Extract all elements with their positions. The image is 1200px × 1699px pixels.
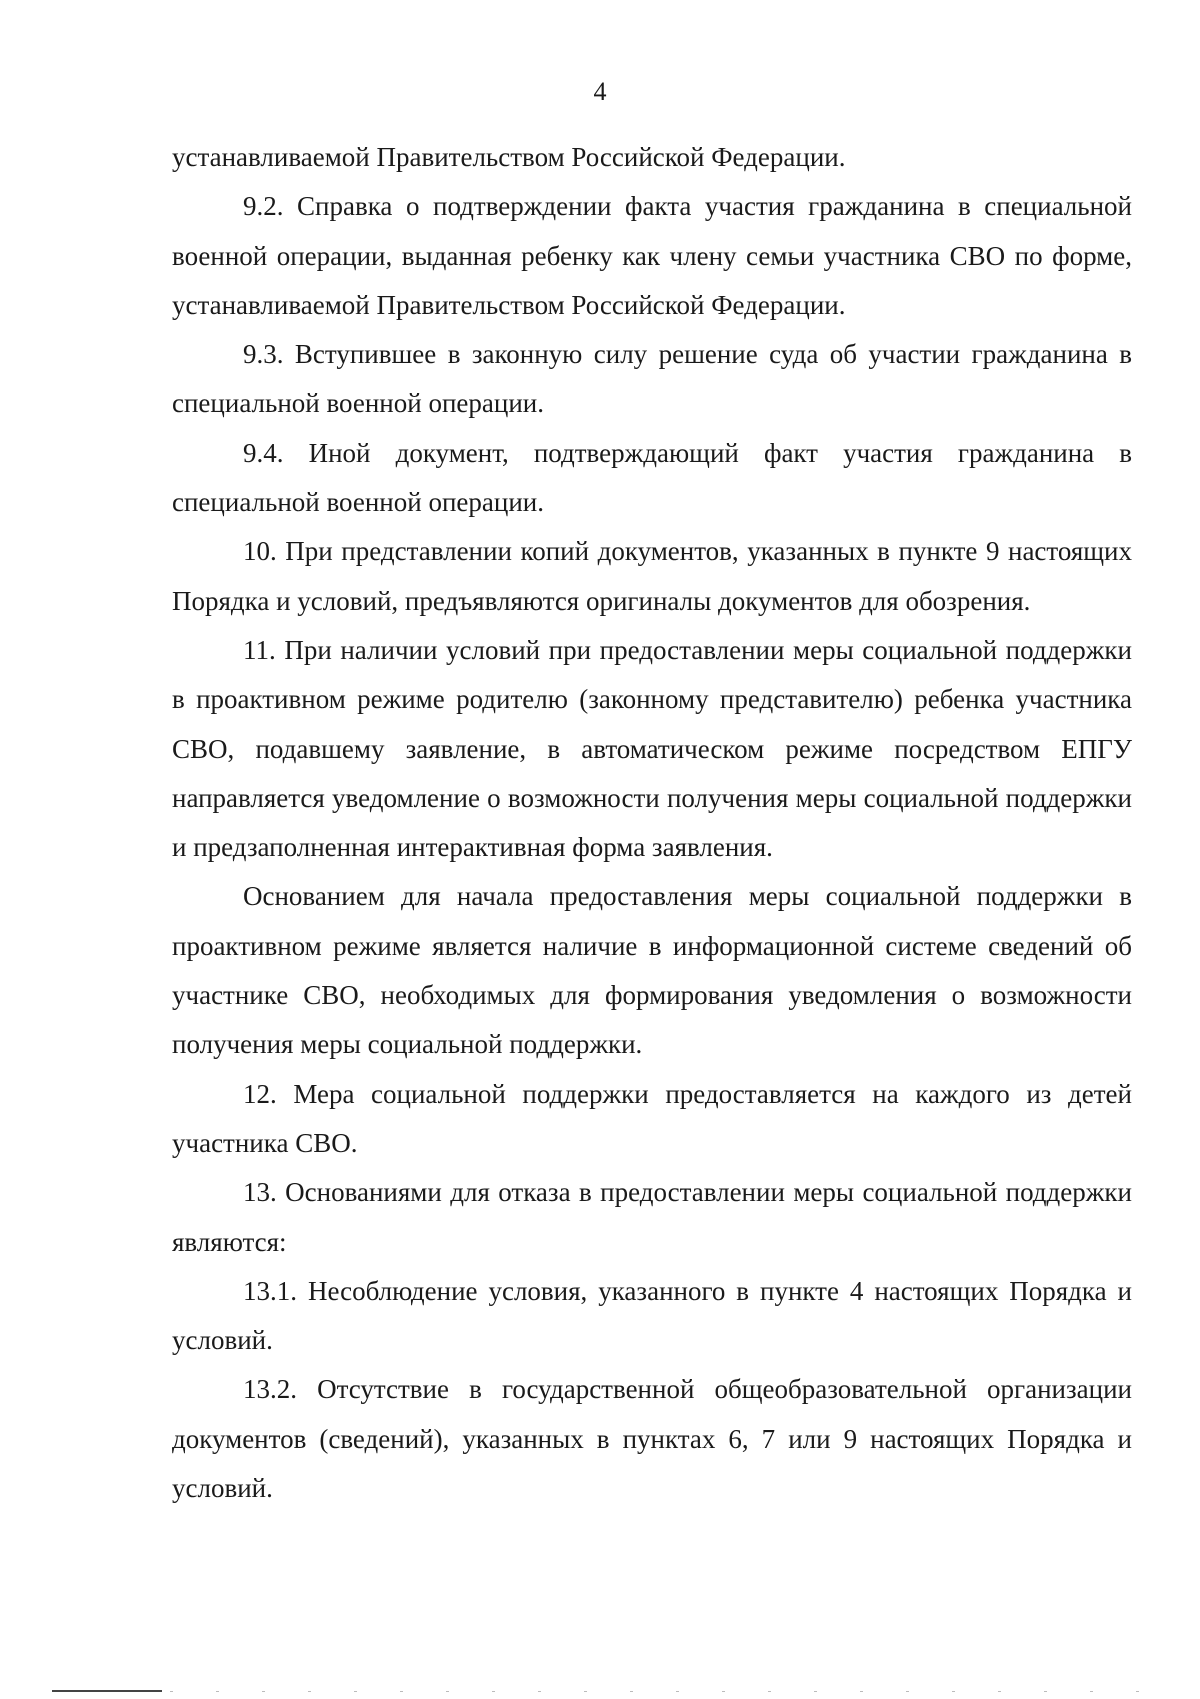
page-number: 4 <box>593 77 607 106</box>
paragraph-continuation: устанавливаемой Правительством Российской Федерации. <box>172 142 846 172</box>
scan-edge-line <box>52 1690 162 1692</box>
paragraph-9-3: 9.3. Вступившее в законную силу решение суда об участии гражданина в специальной военной операции. <box>172 339 1132 419</box>
scan-noise-line <box>170 1691 1160 1692</box>
paragraph-12: 12. Мера социальной поддержки предоставляется на каждого из детей участника СВО. <box>172 1078 1132 1158</box>
paragraph-9-4: 9.4. Иной документ, подтверждающий факт участия гражданина в специальной военной операции. <box>172 437 1132 518</box>
paragraph-13-2: 13.2. Отсутствие в государственной общеобразовательной организации документов (сведений), указанных в пунктах 6, 7 или 9 настоящих Порядка и условий. <box>172 1374 1132 1504</box>
paragraph-11: 11. При наличии условий при предоставлении меры социальной поддержки в проактивном режиме родителю (законному представителю) ребенка участника СВО, подавшему заявление, в автоматическом режиме посредством ЕПГУ направляется уведомление о возможности получения меры социальной поддержки и предзаполненная интерактивная форма заявления. <box>172 634 1132 863</box>
paragraph-9-2: 9.2. Справка о подтверждении факта участия гражданина в специальной военной операции, выданная ребенку как члену семьи участника СВО по форме, устанавливаемой Правительством Российской Федерации. <box>172 191 1132 320</box>
document-body <box>172 133 1132 1513</box>
paragraph-11-basis: Основанием для начала предоставления меры социальной поддержки в проактивном режиме является наличие в информационной системе сведений об участнике СВО, необходимых для формирования уведомления о возможности получения меры социальной поддержки. <box>172 881 1132 1060</box>
paragraph-13: 13. Основаниями для отказа в предоставлении меры социальной поддержки являются: <box>172 1177 1132 1257</box>
paragraph-10: 10. При представлении копий документов, указанных в пункте 9 настоящих Порядка и условий, предъявляются оригиналы документов для обозрения. <box>172 536 1132 616</box>
paragraph-13-1: 13.1. Несоблюдение условия, указанного в пункте 4 настоящих Порядка и условий. <box>172 1275 1132 1356</box>
